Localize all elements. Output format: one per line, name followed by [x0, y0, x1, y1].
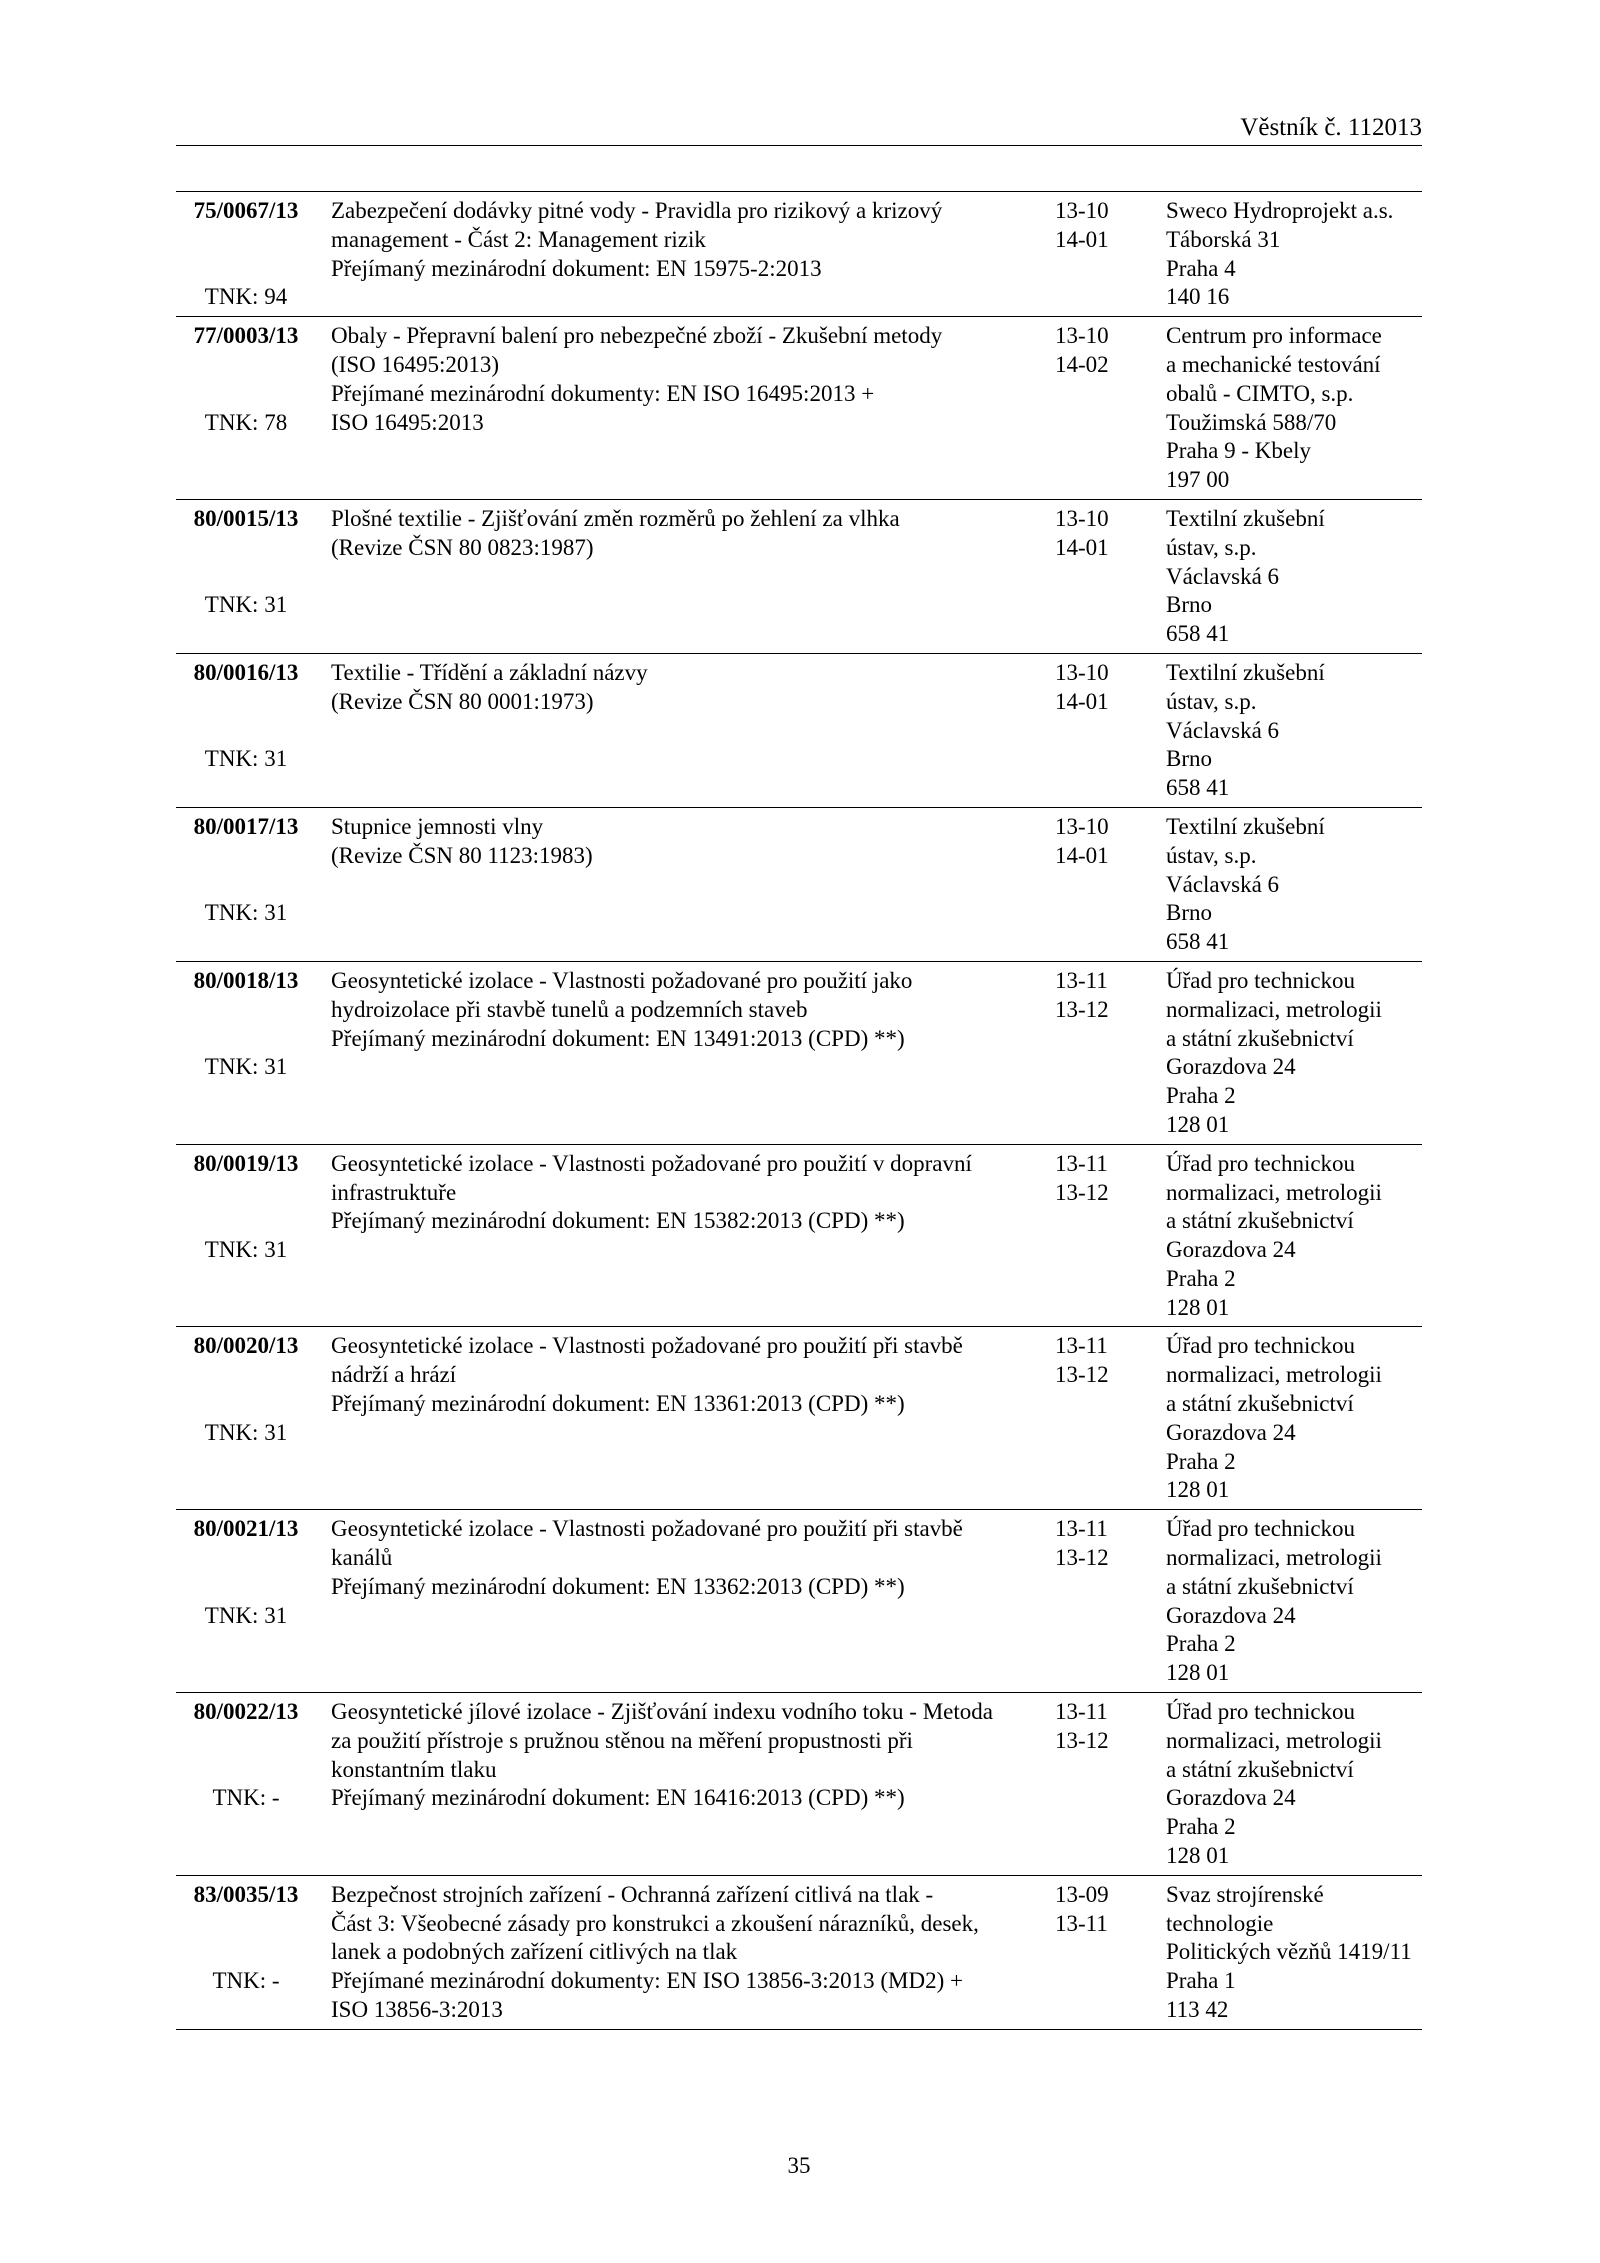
processor-cell: [1166, 1698, 1422, 1871]
processor-line: 658 41: [1166, 775, 1230, 801]
standards-table: [176, 191, 1422, 2030]
title-line: kanálů: [331, 1545, 393, 1571]
term-end: 13-12: [1055, 1727, 1109, 1753]
task-number-cell: [176, 1698, 316, 1813]
term-start: 13-10: [1055, 813, 1109, 839]
task-number: 80/0019/13: [193, 1150, 299, 1176]
title-cell: [316, 1150, 1055, 1236]
processor-line: Úřad pro technickou: [1166, 967, 1356, 993]
table-row: [176, 654, 1422, 808]
processor-line: Táborská 31: [1166, 226, 1281, 252]
term-start: 13-10: [1055, 505, 1109, 531]
processor-line: a mechanické testování: [1166, 351, 1381, 377]
term-cell: [1055, 659, 1166, 717]
task-number: 83/0035/13: [193, 1881, 299, 1907]
task-number: 80/0022/13: [193, 1699, 299, 1725]
tnk-label: TNK: -: [212, 1785, 280, 1811]
title-cell: [316, 322, 1055, 437]
processor-line: 128 01: [1166, 1477, 1230, 1503]
title-line: (Revize ČSN 80 1123:1983): [331, 842, 593, 868]
processor-line: Praha 1: [1166, 1968, 1236, 1994]
title-line: Část 3: Všeobecné zásady pro konstrukci a zkoušení nárazníků, desek,: [331, 1910, 979, 1936]
title-line: ISO 16495:2013: [331, 409, 484, 435]
title-line: Geosyntetické izolace - Vlastnosti požadované pro použití při stavbě: [331, 1333, 963, 1359]
title-line: Zabezpečení dodávky pitné vody - Pravidla pro rizikový a krizový: [331, 198, 943, 223]
processor-line: Praha 4: [1166, 255, 1236, 281]
term-end: 13-11: [1055, 1910, 1108, 1936]
processor-line: Sweco Hydroprojekt a.s.: [1166, 198, 1394, 223]
term-end: 14-01: [1055, 534, 1109, 560]
processor-line: Gorazdova 24: [1166, 1785, 1296, 1811]
term-end: 14-01: [1055, 688, 1109, 714]
title-line: hydroizolace při stavbě tunelů a podzemních staveb: [331, 996, 808, 1022]
processor-line: Václavská 6: [1166, 563, 1280, 589]
title-line: management - Část 2: Management rizik: [331, 226, 706, 252]
table-row: [176, 192, 1422, 317]
term-cell: [1055, 967, 1166, 1025]
task-number-cell: [176, 813, 316, 928]
term-end: 13-12: [1055, 1179, 1109, 1205]
processor-line: normalizaci, metrologii: [1166, 1362, 1382, 1388]
processor-line: Gorazdova 24: [1166, 1419, 1296, 1445]
processor-line: Praha 2: [1166, 1631, 1236, 1657]
task-number: 80/0016/13: [193, 659, 299, 685]
table-row: [176, 1145, 1422, 1328]
title-cell: [316, 1698, 1055, 1813]
title-line: Bezpečnost strojních zařízení - Ochranná zařízení citlivá na tlak -: [331, 1881, 934, 1907]
title-line: Geosyntetické izolace - Vlastnosti požadované pro použití při stavbě: [331, 1516, 963, 1542]
tnk-label: TNK: 31: [204, 1602, 288, 1628]
term-cell: [1055, 1515, 1166, 1573]
processor-line: 128 01: [1166, 1294, 1230, 1320]
processor-cell: [1166, 659, 1422, 803]
task-number-cell: [176, 197, 316, 312]
processor-line: Úřad pro technickou: [1166, 1333, 1356, 1359]
processor-line: Praha 2: [1166, 1265, 1236, 1291]
tnk-label: TNK: 31: [204, 1237, 288, 1263]
task-number: 80/0015/13: [193, 505, 299, 531]
table-row: [176, 808, 1422, 962]
title-line: ISO 13856-3:2013: [331, 1997, 503, 2023]
tnk-label: TNK: 31: [204, 1419, 288, 1445]
title-line: Přejímané mezinárodní dokumenty: EN ISO 13856-3:2013 (MD2) +: [331, 1968, 963, 1994]
title-line: Textilie - Třídění a základní názvy: [331, 659, 648, 685]
task-number: 80/0017/13: [193, 813, 299, 839]
processor-line: 658 41: [1166, 621, 1230, 647]
processor-line: Brno: [1166, 900, 1212, 926]
processor-line: 128 01: [1166, 1111, 1230, 1137]
title-cell: [316, 1515, 1055, 1601]
processor-line: Toužimská 588/70: [1166, 409, 1337, 435]
processor-cell: [1166, 505, 1422, 649]
processor-line: normalizaci, metrologii: [1166, 996, 1382, 1022]
processor-line: Textilní zkušební: [1166, 505, 1325, 531]
processor-line: Centrum pro informace: [1166, 323, 1382, 349]
processor-line: Brno: [1166, 592, 1212, 618]
term-end: 13-12: [1055, 996, 1109, 1022]
processor-line: a státní zkušebnictví: [1166, 1025, 1354, 1051]
term-cell: [1055, 1881, 1166, 1939]
title-line: Geosyntetické izolace - Vlastnosti požadované pro použití jako: [331, 967, 913, 993]
table-row: [176, 317, 1422, 500]
tnk-label: TNK: 78: [204, 409, 288, 435]
processor-line: Gorazdova 24: [1166, 1237, 1296, 1263]
table-row: [176, 1693, 1422, 1876]
title-line: Přejímaný mezinárodní dokument: EN 15382:2013 (CPD) **): [331, 1208, 905, 1234]
title-line: Přejímané mezinárodní dokumenty: EN ISO 16495:2013 +: [331, 380, 875, 406]
title-cell: [316, 813, 1055, 871]
title-line: konstantním tlaku: [331, 1756, 497, 1782]
title-line: (Revize ČSN 80 0001:1973): [331, 688, 594, 714]
processor-line: Praha 2: [1166, 1448, 1236, 1474]
processor-cell: [1166, 1881, 1422, 2025]
task-number-cell: [176, 1150, 316, 1265]
term-cell: [1055, 1698, 1166, 1756]
table-row: [176, 1327, 1422, 1510]
title-line: Geosyntetické jílové izolace - Zjišťování indexu vodního toku - Metoda: [331, 1699, 993, 1725]
title-line: Přejímaný mezinárodní dokument: EN 13361:2013 (CPD) **): [331, 1391, 905, 1417]
page-number: 35: [787, 2153, 811, 2178]
tnk-label: TNK: 31: [204, 900, 288, 926]
tnk-label: TNK: 31: [204, 592, 288, 618]
processor-cell: [1166, 967, 1422, 1140]
processor-line: Politických vězňů 1419/11: [1166, 1939, 1412, 1965]
title-line: Přejímaný mezinárodní dokument: EN 15975-2:2013: [331, 255, 822, 281]
term-cell: [1055, 505, 1166, 563]
processor-line: 140 16: [1166, 284, 1230, 310]
task-number: 75/0067/13: [193, 198, 299, 223]
term-start: 13-11: [1055, 1699, 1108, 1725]
processor-line: Textilní zkušební: [1166, 659, 1325, 685]
task-number-cell: [176, 659, 316, 774]
processor-line: Václavská 6: [1166, 717, 1280, 743]
term-start: 13-10: [1055, 323, 1109, 349]
processor-line: normalizaci, metrologii: [1166, 1727, 1382, 1753]
processor-line: a státní zkušebnictví: [1166, 1391, 1354, 1417]
title-cell: [316, 505, 1055, 563]
processor-cell: [1166, 1515, 1422, 1688]
journal-header: [176, 110, 1422, 146]
processor-line: 197 00: [1166, 467, 1230, 493]
processor-line: 128 01: [1166, 1843, 1230, 1869]
table-row: [176, 500, 1422, 654]
title-line: nádrží a hrází: [331, 1362, 457, 1388]
processor-line: normalizaci, metrologii: [1166, 1179, 1382, 1205]
term-end: 13-12: [1055, 1362, 1109, 1388]
processor-cell: [1166, 813, 1422, 957]
title-line: (Revize ČSN 80 0823:1987): [331, 534, 594, 560]
processor-cell: [1166, 1332, 1422, 1505]
term-start: 13-11: [1055, 1516, 1108, 1542]
term-cell: [1055, 1150, 1166, 1208]
task-number-cell: [176, 1881, 316, 1996]
title-cell: [316, 1332, 1055, 1418]
tnk-label: TNK: 31: [204, 1054, 288, 1080]
tnk-label: TNK: 31: [204, 746, 288, 772]
processor-line: 658 41: [1166, 929, 1230, 955]
task-number-cell: [176, 322, 316, 437]
processor-line: Brno: [1166, 746, 1212, 772]
term-start: 13-10: [1055, 198, 1109, 223]
term-cell: [1055, 197, 1166, 255]
processor-line: 113 42: [1166, 1997, 1229, 2023]
processor-line: a státní zkušebnictví: [1166, 1208, 1354, 1234]
processor-line: Úřad pro technickou: [1166, 1516, 1356, 1542]
table-row: [176, 1510, 1422, 1693]
processor-line: Václavská 6: [1166, 871, 1280, 897]
task-number-cell: [176, 505, 316, 620]
title-line: lanek a podobných zařízení citlivých na tlak: [331, 1939, 738, 1965]
processor-line: ústav, s.p.: [1166, 842, 1257, 868]
title-cell: [316, 659, 1055, 717]
title-line: Přejímaný mezinárodní dokument: EN 13362:2013 (CPD) **): [331, 1573, 905, 1599]
term-start: 13-11: [1055, 1333, 1108, 1359]
term-start: 13-11: [1055, 967, 1108, 993]
title-line: Geosyntetické izolace - Vlastnosti požadované pro použití v dopravní: [331, 1150, 972, 1176]
title-line: Plošné textilie - Zjišťování změn rozměrů po žehlení za vlhka: [331, 505, 900, 531]
task-number: 80/0020/13: [193, 1333, 299, 1359]
term-cell: [1055, 322, 1166, 380]
processor-line: Praha 9 - Kbely: [1166, 438, 1311, 464]
processor-line: Praha 2: [1166, 1814, 1236, 1840]
title-line: infrastruktuře: [331, 1179, 457, 1205]
task-number-cell: [176, 1515, 316, 1630]
title-line: Přejímaný mezinárodní dokument: EN 13491:2013 (CPD) **): [331, 1025, 905, 1051]
term-end: 13-12: [1055, 1545, 1109, 1571]
title-line: Obaly - Přepravní balení pro nebezpečné zboží - Zkušební metody: [331, 323, 943, 349]
title-cell: [316, 197, 1055, 283]
title-line: Přejímaný mezinárodní dokument: EN 16416:2013 (CPD) **): [331, 1785, 905, 1811]
table-row: [176, 1876, 1422, 2030]
table-row: [176, 962, 1422, 1145]
term-start: 13-09: [1055, 1881, 1109, 1907]
term-start: 13-11: [1055, 1150, 1108, 1176]
title-line: (ISO 16495:2013): [331, 351, 500, 377]
term-cell: [1055, 1332, 1166, 1390]
processor-line: technologie: [1166, 1910, 1274, 1936]
processor-line: Gorazdova 24: [1166, 1602, 1296, 1628]
processor-cell: [1166, 197, 1422, 312]
task-number: 80/0021/13: [193, 1516, 299, 1542]
task-number: 80/0018/13: [193, 967, 299, 993]
tnk-label: TNK: 94: [204, 284, 288, 310]
processor-cell: [1166, 1150, 1422, 1323]
task-number: 77/0003/13: [193, 323, 299, 349]
task-number-cell: [176, 1332, 316, 1447]
task-number-cell: [176, 967, 316, 1082]
processor-line: ústav, s.p.: [1166, 688, 1257, 714]
processor-line: 128 01: [1166, 1660, 1230, 1686]
title-line: Stupnice jemnosti vlny: [331, 813, 544, 839]
processor-line: a státní zkušebnictví: [1166, 1756, 1354, 1782]
term-end: 14-01: [1055, 842, 1109, 868]
processor-line: Gorazdova 24: [1166, 1054, 1296, 1080]
processor-line: Úřad pro technickou: [1166, 1699, 1356, 1725]
processor-cell: [1166, 322, 1422, 495]
processor-line: Svaz strojírenské: [1166, 1881, 1324, 1907]
title-line: za použití přístroje s pružnou stěnou na měření propustnosti při: [331, 1727, 913, 1753]
processor-line: a státní zkušebnictví: [1166, 1573, 1354, 1599]
term-start: 13-10: [1055, 659, 1109, 685]
processor-line: Úřad pro technickou: [1166, 1150, 1356, 1176]
term-cell: [1055, 813, 1166, 871]
processor-line: obalů - CIMTO, s.p.: [1166, 380, 1354, 406]
title-cell: [316, 967, 1055, 1053]
tnk-label: TNK: -: [212, 1968, 280, 1994]
processor-line: normalizaci, metrologii: [1166, 1545, 1382, 1571]
journal-title: Věstník č. 112013: [1240, 114, 1422, 141]
term-end: 14-01: [1055, 226, 1109, 252]
processor-line: ústav, s.p.: [1166, 534, 1257, 560]
processor-line: Textilní zkušební: [1166, 813, 1325, 839]
term-end: 14-02: [1055, 351, 1109, 377]
processor-line: Praha 2: [1166, 1083, 1236, 1109]
title-cell: [316, 1881, 1055, 2025]
